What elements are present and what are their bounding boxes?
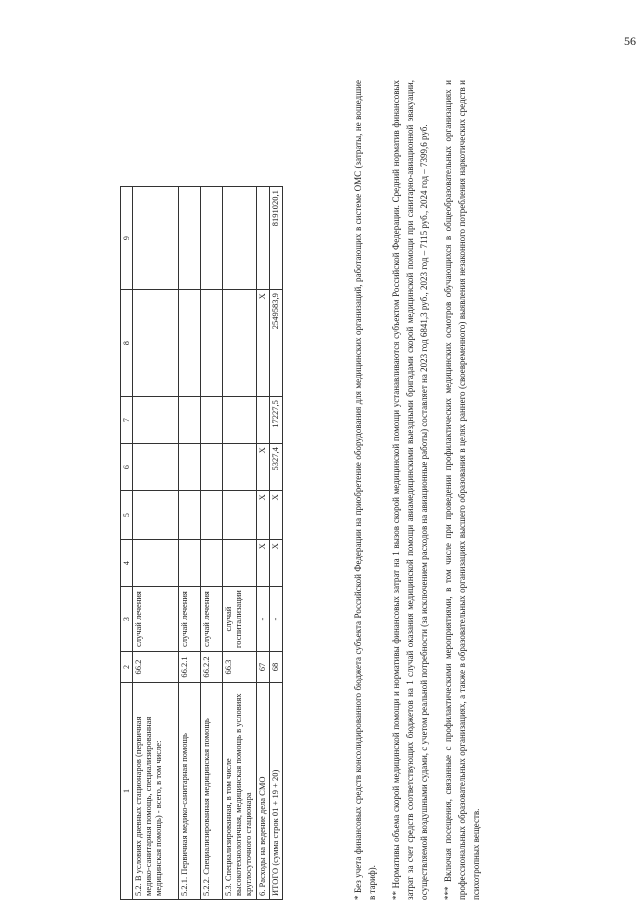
- row-name: 5.2.1. Первичная медико-санитарная помощь: [179, 683, 201, 900]
- row-name: ИТОГО (сумма строк 01 + 19 + 20): [269, 683, 282, 900]
- row-cell: X: [257, 491, 270, 540]
- row-unit: случай лечения: [179, 587, 201, 652]
- row-cell: [179, 290, 201, 397]
- row-name: 5.3. Специализированная, в том числе высокотехнологичная, медицинская помощь в условиях круглосуточного стационара: [223, 683, 257, 900]
- row-name: 5.2. В условиях дневных стационаров (первичная медико-санитарная помощь, специализированная медицинская помощь) - всего, в том числе:: [133, 683, 179, 900]
- table-row: [257, 187, 270, 900]
- rotated-page-content: [120, 70, 520, 900]
- footnote-1: * Без учета финансовых средств консолидированного бюджета субъекта Российской Федерации на приобретение оборудования для медицинских организаций, работающих в системе ОМС (затраты, не вошедшие в тариф).: [353, 80, 377, 900]
- row-cell: X: [257, 290, 270, 397]
- table-row-total: [269, 187, 282, 900]
- footnote-2: ** Нормативы объема скорой медицинской помощи и нормативы финансовых затрат на 1 вызов скорой медицинской помощи устанавливаются субъектом Российской Федерации. Средний норматив финансовых затрат за счет средств соответствующих бюджетов на 1 случай оказания медицинской помощи авиамедицинскими выездными бригадами скорой медицинской помощи при санитарно-авиационной эвакуации, осуществляемой воздушными судами, с учетом реальной потребности (за исключением расходов на авиационные работы) составляет на 2023 год 6841,3 руб., 2023 год – 7115 руб., 2024 год – 7399,6 руб.: [390, 80, 429, 900]
- row-line: 66.2.1: [179, 652, 201, 683]
- row-cell: [133, 187, 179, 290]
- row-cell: 2549583,9: [269, 290, 282, 397]
- row-cell: X: [269, 491, 282, 540]
- row-cell: [179, 187, 201, 290]
- header-cell: 2: [121, 652, 133, 683]
- row-cell: [201, 290, 223, 397]
- row-cell: [133, 491, 179, 540]
- row-cell: [223, 397, 257, 444]
- row-cell: [223, 491, 257, 540]
- row-cell: [201, 491, 223, 540]
- row-cell: [133, 444, 179, 491]
- header-cell: 1: [121, 683, 133, 900]
- header-cell: 5: [121, 491, 133, 540]
- row-cell: [223, 444, 257, 491]
- row-cell: 5327,4: [269, 444, 282, 491]
- row-line: 66.3: [223, 652, 257, 683]
- header-cell: 9: [121, 187, 133, 290]
- row-cell: 8191020,1: [269, 187, 282, 290]
- table-row: [133, 187, 179, 900]
- row-line: 66.2.2: [201, 652, 223, 683]
- header-cell: 6: [121, 444, 133, 491]
- row-cell: [223, 187, 257, 290]
- row-cell: X: [269, 540, 282, 587]
- row-cell: [133, 397, 179, 444]
- footnote-3: *** Включая посещения, связанные с профилактическими мероприятиями, в том числе при проведении профилактических медицинских осмотров обучающихся в общеобразовательных организациях и профессиональных образовательных организациях, а также в образовательных организациях высшего образования в целях раннего (своевременного) выявления незаконного потребления наркотических средств и психотропных веществ.: [442, 80, 481, 900]
- table-row: [179, 187, 201, 900]
- row-cell: [223, 540, 257, 587]
- row-cell: [257, 397, 270, 444]
- row-name: 6. Расходы на ведение дела СМО: [257, 683, 270, 900]
- header-cell: 3: [121, 587, 133, 652]
- row-cell: [179, 540, 201, 587]
- row-cell: [179, 397, 201, 444]
- row-cell: [179, 444, 201, 491]
- row-cell: [133, 540, 179, 587]
- table-header-row: [121, 187, 133, 900]
- table-row: [201, 187, 223, 900]
- page-number: 56: [624, 34, 636, 48]
- row-unit: -: [269, 587, 282, 652]
- financing-table: [120, 186, 283, 900]
- row-cell: X: [257, 540, 270, 587]
- row-name: 5.2.2. Специализированная медицинская помощь: [201, 683, 223, 900]
- table-row: [223, 187, 257, 900]
- header-cell: 8: [121, 290, 133, 397]
- row-cell: [257, 187, 270, 290]
- row-unit: случай госпитализации: [223, 587, 257, 652]
- row-unit: случай лечения: [201, 587, 223, 652]
- row-line: 67: [257, 652, 270, 683]
- row-cell: [201, 187, 223, 290]
- row-unit: -: [257, 587, 270, 652]
- row-cell: [201, 397, 223, 444]
- row-cell: X: [257, 444, 270, 491]
- row-cell: [201, 444, 223, 491]
- row-line: 66.2: [133, 652, 179, 683]
- row-cell: [201, 540, 223, 587]
- header-cell: 4: [121, 540, 133, 587]
- row-cell: [223, 290, 257, 397]
- footnotes: [352, 80, 494, 900]
- row-line: 68: [269, 652, 282, 683]
- header-cell: 7: [121, 397, 133, 444]
- row-unit: случай лечения: [133, 587, 179, 652]
- row-cell: 17227,5: [269, 397, 282, 444]
- row-cell: [133, 290, 179, 397]
- row-cell: [179, 491, 201, 540]
